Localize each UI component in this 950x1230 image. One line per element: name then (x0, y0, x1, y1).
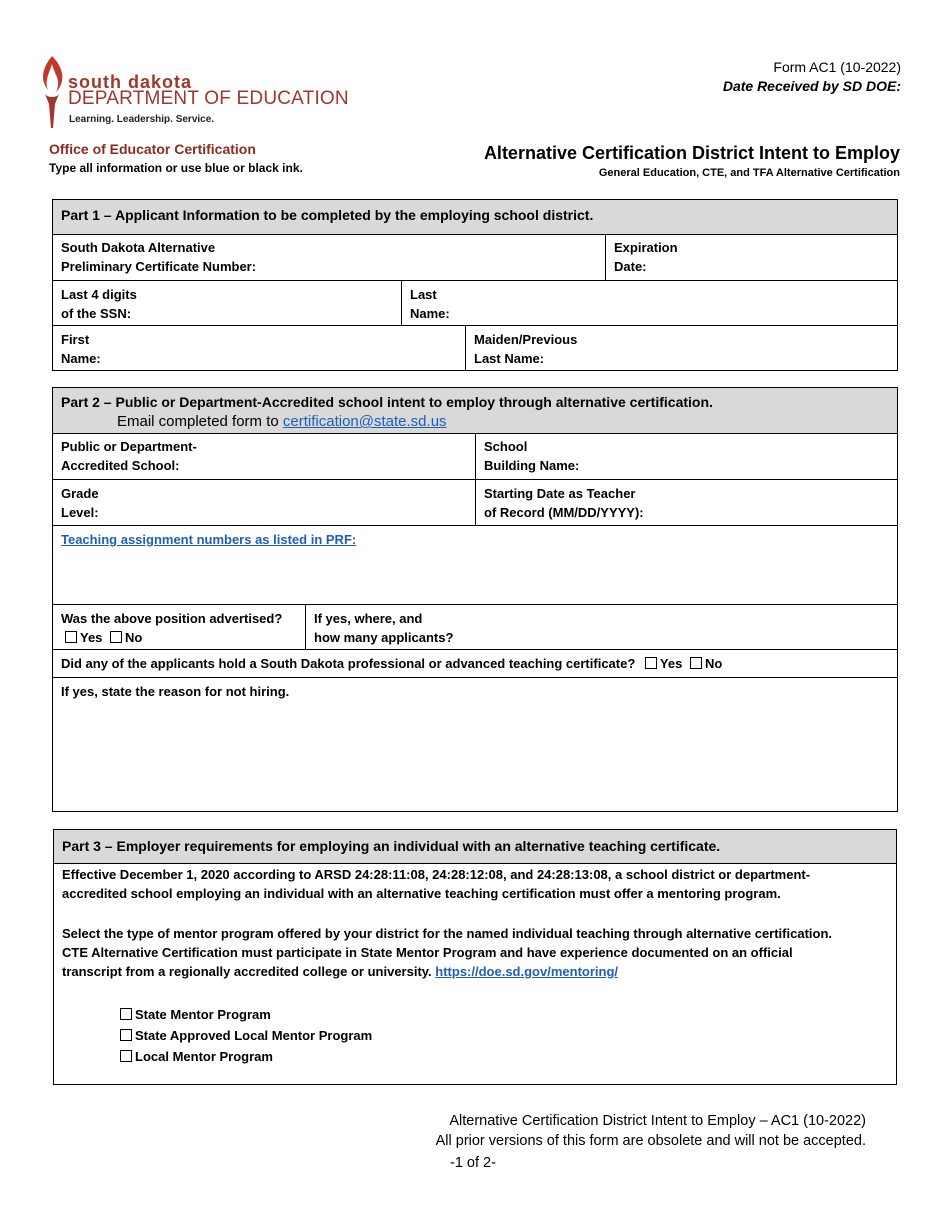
grade-label-2: Level: (61, 505, 99, 520)
ssn-label-1: Last 4 digits (61, 287, 137, 302)
school-field[interactable] (53, 433, 475, 479)
advertised-field (53, 605, 305, 650)
cert-number-label-1: South Dakota Alternative (61, 240, 216, 255)
mentor-option-state[interactable] (120, 1007, 271, 1022)
expiration-label-2: Date: (614, 259, 647, 274)
checkbox-icon[interactable] (120, 1029, 132, 1041)
maiden-name-field[interactable] (465, 326, 897, 371)
start-label-2: of Record (MM/DD/YYYY): (484, 505, 644, 520)
applicants-yes-checkbox[interactable] (645, 657, 657, 669)
part2-section (52, 387, 898, 812)
grade-label-1: Grade (61, 486, 99, 501)
advertised-no-label: No (125, 630, 143, 645)
ssn-field[interactable] (53, 281, 401, 326)
page-title: Alternative Certification District Intent to Employ (483, 143, 900, 163)
applicants-no-label: No (704, 656, 723, 671)
where-applicants-field[interactable] (305, 605, 897, 650)
part1-heading: Part 1 – Applicant Information to be completed by the employing school district. (53, 200, 897, 235)
last-name-field[interactable] (401, 281, 897, 326)
expiration-label-1: Expiration (614, 240, 678, 255)
school-label-2: Accredited School: (61, 458, 180, 473)
torch-flame-icon (36, 54, 68, 130)
first-name-label-2: Name: (61, 351, 101, 366)
expiration-date-field[interactable] (605, 234, 897, 280)
start-label-1: Starting Date as Teacher (484, 486, 636, 501)
cert-number-field[interactable] (53, 234, 605, 280)
advertised-yes-checkbox[interactable] (65, 631, 77, 643)
cert-number-label-2: Preliminary Certificate Number: (61, 259, 257, 274)
mentor-option-label: State Approved Local Mentor Program (135, 1028, 373, 1043)
part1-section (52, 199, 898, 371)
start-date-field[interactable] (475, 480, 897, 525)
email-prefix: Email completed form to (117, 413, 283, 430)
assignment-field[interactable] (53, 525, 897, 605)
page-subtitle: General Education, CTE, and TFA Alternative Certification (598, 167, 900, 179)
where-label-2: how many applicants? (314, 630, 454, 645)
first-name-field[interactable] (53, 326, 465, 371)
date-received-label: Date Received by SD DOE: (722, 78, 901, 94)
applicants-question: Did any of the applicants hold a South Dakota professional or advanced teaching certificate? (61, 656, 636, 671)
part1-row-name (53, 325, 897, 371)
instructions: Type all information or use blue or black ink. (49, 161, 303, 175)
mentor-option-label: Local Mentor Program (135, 1049, 273, 1064)
applicants-yes-label: Yes (659, 656, 683, 671)
para2-line-1: Select the type of mentor program offered by your district for the named individual teaching through alternative certification. (62, 926, 833, 941)
maiden-label-1: Maiden/Previous (474, 332, 578, 347)
para1-line-1: Effective December 1, 2020 according to ARSD 24:28:11:08, 24:28:12:08, and 24:28:13:08, a school district or department- (62, 867, 811, 882)
page-number: -1 of 2- (450, 1155, 496, 1171)
checkbox-icon[interactable] (120, 1050, 132, 1062)
first-name-label-1: First (61, 332, 90, 347)
checkbox-icon[interactable] (120, 1008, 132, 1020)
last-name-label-1: Last (410, 287, 437, 302)
grade-level-field[interactable] (53, 480, 475, 525)
email-link[interactable]: certification@state.sd.us (282, 413, 447, 430)
reason-field[interactable] (53, 677, 897, 811)
mentor-option-state-approved-local[interactable] (120, 1028, 372, 1043)
logo-tagline: Learning. Leadership. Service. (69, 114, 215, 125)
part2-row-grade (53, 479, 897, 525)
part3-heading: Part 3 – Employer requirements for employing an individual with an alternative teaching certificate. (54, 830, 896, 864)
ssn-label-2: of the SSN: (61, 306, 132, 321)
footer-obsolete-notice: All prior versions of this form are obsolete and will not be accepted. (435, 1133, 866, 1149)
part3-paragraph-2 (62, 924, 882, 981)
advertised-question: Was the above position advertised? (61, 611, 283, 626)
logo-line-2: DEPARTMENT OF EDUCATION (68, 88, 349, 109)
part3-paragraph-1 (62, 865, 882, 903)
part2-row-school (53, 433, 897, 479)
form-number: Form AC1 (10-2022) (773, 59, 901, 75)
last-name-label-2: Name: (410, 306, 450, 321)
advertised-no-checkbox[interactable] (110, 631, 122, 643)
part2-heading-text: Part 2 – Public or Department-Accredited school intent to employ through alternative certification. (61, 394, 713, 410)
building-label-2: Building Name: (484, 458, 580, 473)
para1-line-2: accredited school employing an individual with an alternative teaching certification must offer a mentoring program. (62, 886, 781, 901)
para2-line-3: transcript from a regionally accredited college or university. (62, 964, 436, 979)
part2-row-advertised (53, 604, 897, 650)
mentoring-link[interactable]: https://doe.sd.gov/mentoring/ (435, 964, 618, 979)
assignment-link[interactable]: Teaching assignment numbers as listed in PRF: (61, 532, 357, 547)
mentor-option-local[interactable] (120, 1049, 273, 1064)
building-label-1: School (484, 439, 528, 454)
part2-row-applicants (53, 649, 897, 678)
office-name: Office of Educator Certification (49, 141, 256, 157)
part1-row-cert (53, 234, 897, 280)
maiden-label-2: Last Name: (474, 351, 545, 366)
mentor-option-label: State Mentor Program (135, 1007, 271, 1022)
where-label-1: If yes, where, and (314, 611, 423, 626)
reason-label: If yes, state the reason for not hiring. (61, 684, 290, 699)
para2-line-2: CTE Alternative Certification must participate in State Mentor Program and have experience documented on an official (62, 945, 793, 960)
part2-heading (53, 388, 897, 434)
email-line (61, 412, 889, 431)
footer-form-name: Alternative Certification District Intent to Employ – AC1 (10-2022) (449, 1113, 866, 1129)
building-name-field[interactable] (475, 433, 897, 479)
school-label-1: Public or Department- (61, 439, 197, 454)
applicants-no-checkbox[interactable] (690, 657, 702, 669)
part3-section (53, 829, 897, 1085)
applicants-question-row (53, 650, 897, 678)
advertised-yes-label: Yes (80, 630, 103, 645)
part1-row-ssn (53, 280, 897, 326)
logo-line-1: south dakota (68, 72, 193, 92)
